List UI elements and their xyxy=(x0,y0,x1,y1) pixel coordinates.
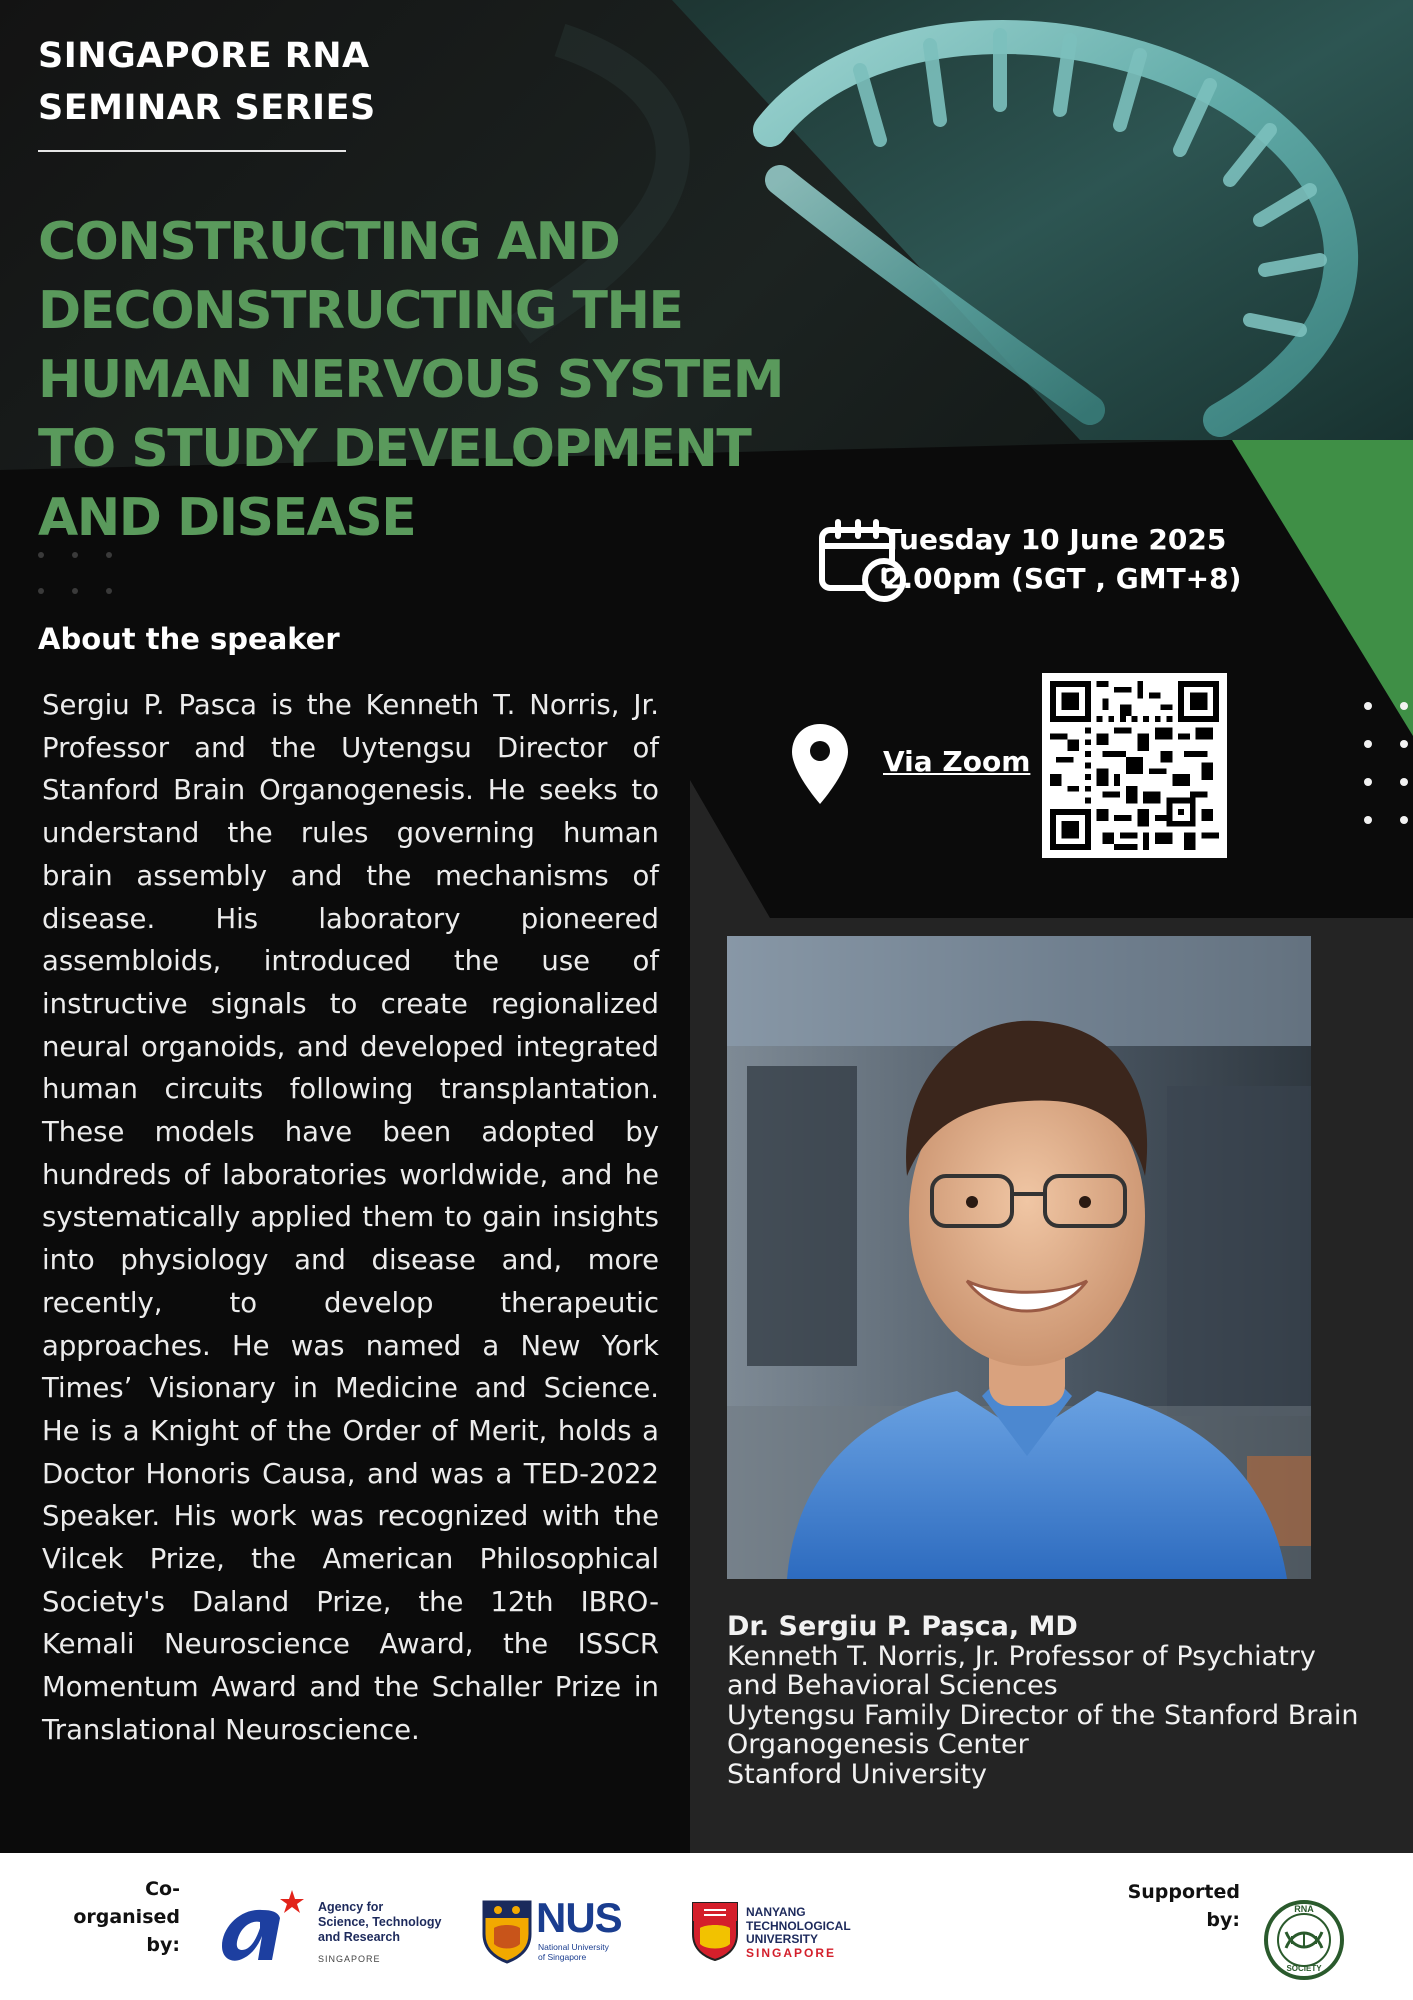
ntu-text: TECHNOLOGICAL xyxy=(746,1918,851,1933)
event-datetime xyxy=(883,520,1241,598)
about-speaker-heading: About the speaker xyxy=(38,622,340,656)
nus-text: National University xyxy=(538,1942,609,1952)
coorganised-label xyxy=(48,1875,180,1959)
series-line-2: SEMINAR SERIES xyxy=(38,88,376,128)
nus-crest xyxy=(480,1898,534,1964)
supported-label-line: by: xyxy=(1206,1909,1240,1931)
nus-wordmark: NUS xyxy=(536,1894,622,1941)
title-line: TO STUDY DEVELOPMENT xyxy=(38,419,751,479)
speaker-title-line: and Behavioral Sciences xyxy=(727,1670,1058,1701)
rna-society-logo xyxy=(1262,1898,1346,1982)
speaker-name: Dr. Sergiu P. Pașca, MD xyxy=(727,1611,1078,1642)
title-line: AND DISEASE xyxy=(38,488,416,548)
speaker-title-line: Organogenesis Center xyxy=(727,1729,1029,1760)
astar-text: and Research xyxy=(318,1930,400,1944)
event-time: 2.00pm (SGT , GMT+8) xyxy=(883,562,1242,595)
series-title xyxy=(38,30,376,134)
map-pin-icon xyxy=(788,720,852,810)
ntu-logo xyxy=(690,1900,870,1970)
zoom-link[interactable]: Via Zoom xyxy=(883,745,1031,778)
coorganised-label-line: Co-organised xyxy=(73,1878,180,1928)
ntu-text: UNIVERSITY xyxy=(746,1932,819,1946)
qr-code-image xyxy=(1050,681,1219,850)
rna-society-text: RNA xyxy=(1294,1904,1314,1914)
seminar-title xyxy=(38,208,838,553)
speaker-photo xyxy=(727,936,1311,1579)
ntu-text: SINGAPORE xyxy=(746,1945,837,1960)
nus-logo xyxy=(480,1894,630,1968)
astar-country: SINGAPORE xyxy=(318,1954,381,1964)
supported-label-line: Supported xyxy=(1127,1881,1240,1903)
ntu-crest xyxy=(690,1900,740,1962)
series-line-1: SINGAPORE RNA xyxy=(38,36,370,76)
coorganised-label-line: by: xyxy=(146,1934,180,1956)
qr-code[interactable] xyxy=(1042,673,1227,858)
nus-text: of Singapore xyxy=(538,1952,587,1962)
title-line: HUMAN NERVOUS SYSTEM xyxy=(38,350,784,410)
ntu-text: NANYANG xyxy=(746,1905,806,1919)
speaker-portrait-illustration xyxy=(727,936,1311,1579)
astar-logo xyxy=(212,1888,452,1968)
series-divider xyxy=(38,150,346,152)
speaker-title-line: Uytengsu Family Director of the Stanford Brain xyxy=(727,1699,1359,1731)
title-line: DECONSTRUCTING THE xyxy=(38,281,683,341)
supported-label xyxy=(1110,1878,1240,1934)
astar-text: Agency for xyxy=(318,1900,384,1914)
astar-logo-mark xyxy=(212,1888,312,1968)
event-date: Tuesday 10 June 2025 xyxy=(883,523,1227,556)
rna-society-text: SOCIETY xyxy=(1286,1964,1322,1973)
astar-text: Science, Technology xyxy=(318,1915,442,1929)
title-line: CONSTRUCTING AND xyxy=(38,212,620,272)
speaker-affiliation: Stanford University xyxy=(727,1758,987,1790)
speaker-credentials xyxy=(727,1612,1359,1789)
speaker-bio: Sergiu P. Pasca is the Kenneth T. Norris, Jr. Professor and the Uytengsu Director of Stanford Brain Organogenesis. He seeks to understand the rules governing human brain assembly and the mechanisms of disease. His laboratory pioneered assembloids, introduced the use of instructive signals to create regionalized neural organoids, and developed integrated human circuits following transplantation. These models have been adopted by hundreds of laboratories worldwide, and he systematically applied them to gain insights into physiology and disease and, more recently, to develop therapeutic approaches. He was named a New York Times’ Visionary in Medicine and Science. He is a Knight of the Order of Merit, holds a Doctor Honoris Causa, and was a TED-2022 Speaker. His work was recognized with the Vilcek Prize, the American Philosophical Society's Daland Prize, the 12th IBRO-Kemali Neuroscience Award, the ISSCR Momentum Award and the Schaller Prize in Translational Neuroscience. xyxy=(42,689,659,1746)
speaker-title-line: Kenneth T. Norris, Jr. Professor of Psychiatry xyxy=(727,1640,1316,1672)
